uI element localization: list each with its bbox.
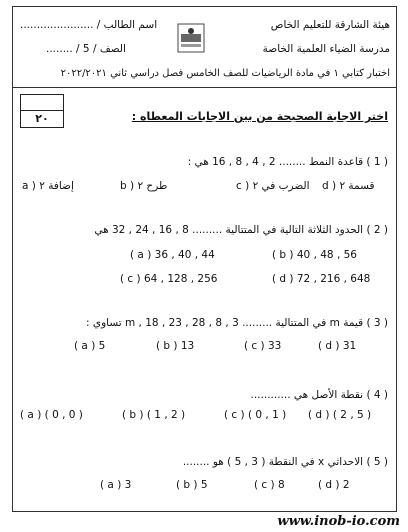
instruction: اختر الاجابة الصحيحة من بين الاجابات المعطاه : — [131, 110, 388, 123]
header-divider — [12, 87, 397, 88]
q3-option-c: ( c ) 33 — [244, 340, 282, 352]
question-3: ( 3 ) قيمة m في المتتالية ......... 3 , 8 , m , 18 , 23 , 28 تساوي : — [85, 317, 388, 329]
q1-option-c: الضرب في ٢ ( c — [236, 180, 310, 192]
q2-option-c: ( c ) 64 , 128 , 256 — [120, 273, 218, 285]
q3-option-d: ( d ) 31 — [318, 340, 357, 352]
grade-field: الصف / 5 / ........ — [46, 43, 126, 55]
q3-option-a: ( a ) 5 — [74, 340, 106, 352]
q1-option-b: طرح ٢ ( b — [120, 180, 168, 192]
authority-name: هيئة الشارقة للتعليم الخاص — [270, 19, 390, 31]
q5-option-a: ( a ) 3 — [100, 479, 132, 491]
q4-option-b: ( b ) ( 1 , 2 ) — [122, 409, 186, 421]
score-box — [20, 94, 64, 128]
school-logo — [176, 22, 206, 54]
q4-option-c: ( c ) ( 0 , 1 ) — [224, 409, 287, 421]
q5-option-d: ( d ) 2 — [318, 479, 350, 491]
question-4: ( 4 ) نقطة الأصل هي ............ — [250, 389, 388, 401]
score-total: ٢٠ — [35, 112, 49, 125]
student-name-field: اسم الطالب / ...................... — [20, 19, 158, 31]
q5-option-b: ( b ) 5 — [176, 479, 208, 491]
q2-option-b: ( b ) 40 , 48 , 56 — [272, 249, 357, 261]
q1-option-d: قسمة ٢ ( d — [322, 180, 375, 192]
question-5: ( 5 ) الاحداثي x في النقطة ( 3 , 5 ) هو ........ — [182, 456, 388, 468]
question-1: ( 1 ) قاعدة النمط ........ 2 , 4 , 8 , 16 هي : — [187, 156, 388, 168]
question-2: ( 2 ) الحدود الثلاثة التالية في المتتالية ......... 8 , 16 , 24 , 32 هي — [94, 224, 388, 236]
q2-option-d: ( d ) 72 , 216 , 648 — [272, 273, 371, 285]
q2-option-a: ( a ) 36 , 40 , 44 — [130, 249, 215, 261]
q1-option-a: إضافة ٢ ( a — [22, 180, 74, 192]
q5-option-c: ( c ) 8 — [254, 479, 285, 491]
q3-option-b: ( b ) 13 — [156, 340, 195, 352]
footer-url: www.inob-io.com — [277, 514, 400, 529]
q4-option-a: ( a ) ( 0 , 0 ) — [20, 409, 83, 421]
q4-option-d: ( d ) ( 2 , 5 ) — [308, 409, 372, 421]
exam-title: اختبار كتابي ١ في مادة الرياضيات للصف الخامس فصل دراسي ثاني ٢٠٢٢/٢٠٢١ — [60, 68, 390, 79]
school-name: مدرسة الضياء العلمية الخاصة — [262, 43, 390, 55]
